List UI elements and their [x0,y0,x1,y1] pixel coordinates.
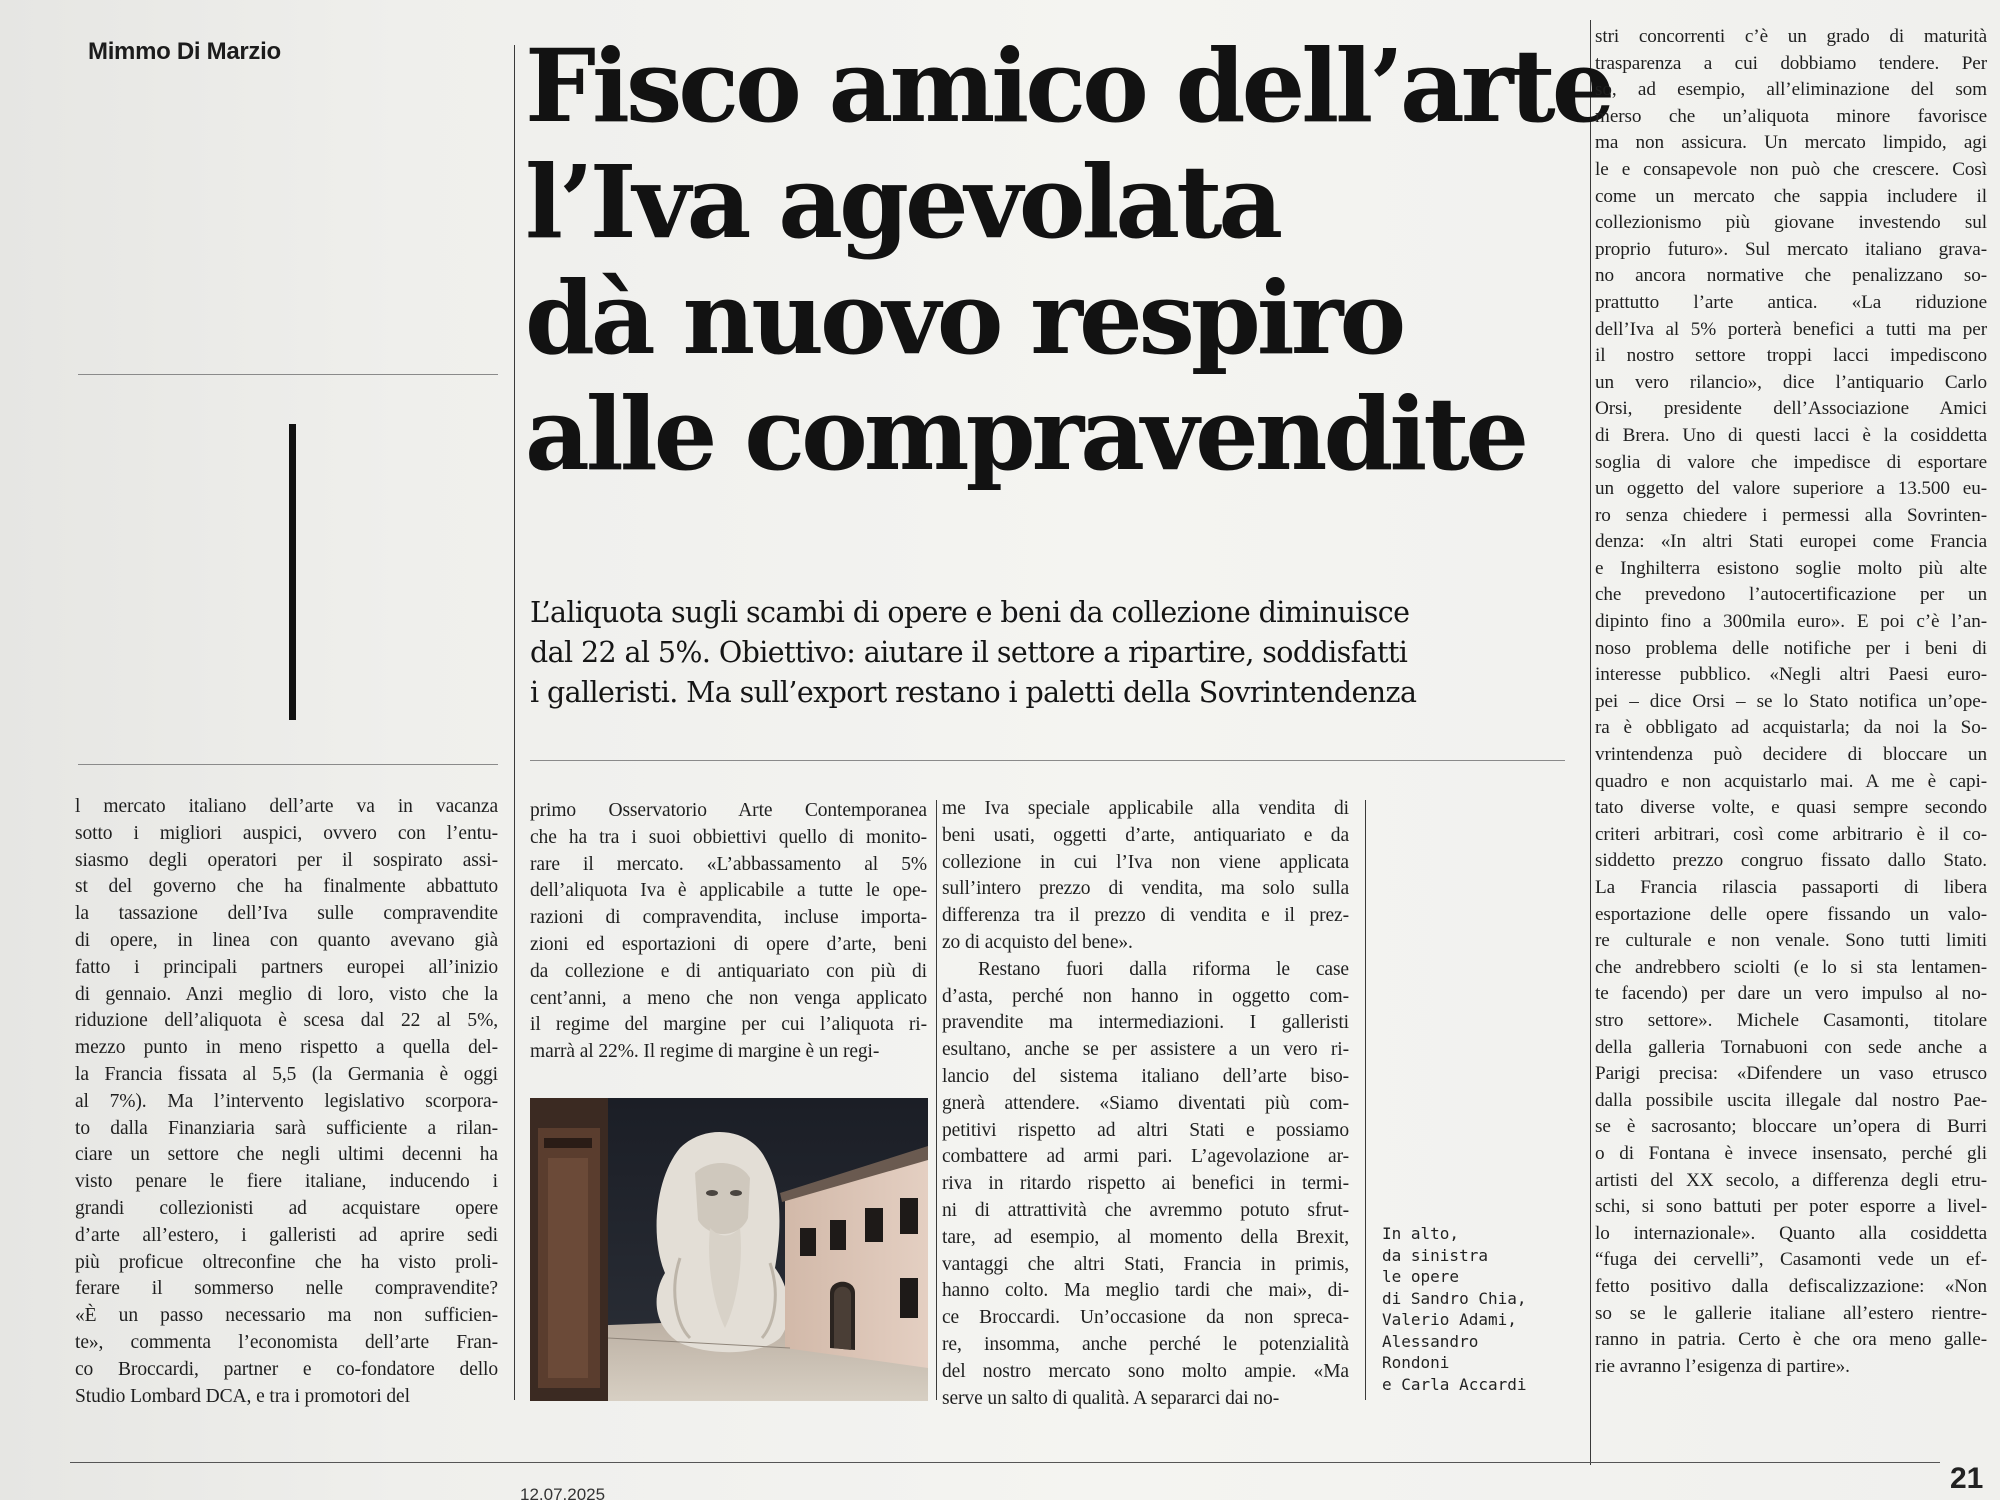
body-text-line: il regime del margine per cui l’aliquota ri- [530,1014,927,1036]
caption-line: e Carla Accardi [1382,1374,1527,1394]
footer-rule [70,1462,1940,1463]
body-text-line: lancio del sistema italiano dell’arte biso- [942,1065,1349,1087]
body-text-line: di opere, in linea con quanto avevano già [75,929,498,951]
body-text-line: zioni ed esportazioni di opere d’arte, beni [530,933,927,955]
body-text-line: Orsi, presidente dell’Associazione Amici [1595,398,1987,420]
body-text-line: ni di attrattività che avremmo potuto sfrut- [942,1199,1349,1221]
body-text-line: re culturale e non venale. Sono tutti limiti [1595,930,1987,952]
body-text-line: come un mercato che sappia includere il [1595,185,1987,207]
body-text-line: to dalla Finanziaria sarà sufficiente a rilan- [75,1117,498,1139]
body-text-line: sotto i migliori auspici, ovvero con l’entu- [75,822,498,844]
body-text-line: ma non assicura. Un mercato limpido, agi [1595,132,1987,154]
decorative-bar [289,424,296,720]
body-text-line: vrintendenza può decidere di bloccare un [1595,744,1987,766]
body-text-line: «È un passo necessario ma non sufficien- [75,1305,498,1327]
body-text-line: combattere ad armi pari. L’agevolazione ar- [942,1146,1349,1168]
body-text-line: riva in ritardo rispetto ai benefici in termi- [942,1173,1349,1195]
body-text-line: fetto positivo dalla defiscalizzazione: «Non [1595,1275,1987,1297]
body-text-line: dipinto fino a 300mila euro». E poi c’è l’an- [1595,611,1987,633]
body-text-line: del nostro mercato sono molto ampie. «Ma [942,1360,1349,1382]
body-text-line: collezione in cui l’Iva non viene applicata [942,851,1349,873]
column-rule-left [514,45,515,1400]
subhead-line: L’aliquota sugli scambi di opere e beni da collezione diminuisce [530,596,1410,629]
body-text-line: grandi collezionisti ad acquistare opere [75,1197,498,1219]
issue-date: 12.07.2025 [520,1485,606,1500]
body-text-line: mezzo punto in meno rispetto a quella del- [75,1037,498,1059]
body-text-line: esportazione delle opere fissando un valo- [1595,903,1987,925]
subheadline [530,593,1540,713]
body-text-line: petitivi rispetto ad altri Stati e possiamo [942,1119,1349,1141]
headline-line: l’Iva agevolata [525,143,1280,261]
body-text-line: so se le gallerie italiane all’estero rientre- [1595,1302,1987,1324]
body-text-line: serve un salto di qualità. A separarci dai no- [942,1387,1280,1409]
body-text-line: interesse pubblico. «Negli altri Paesi euro- [1595,664,1987,686]
body-text-line: Studio Lombard DCA, e tra i promotori del [75,1385,410,1407]
body-text-line: sull’intero prezzo di vendita, ma solo sulla [942,878,1349,900]
body-text-line: La Francia rilascia passaporti di libera [1595,877,1987,898]
body-text-line: denza: «In altri Stati europei come Francia [1595,531,1987,553]
body-text-line: rie avranno l’esigenza di partire». [1595,1355,1850,1377]
body-text-line: cent’anni, a meno che non venga applicato [530,987,927,1009]
caption-line: Valerio Adami, [1382,1310,1517,1329]
headline-line: Fisco amico dell’arte [525,27,1612,145]
body-text-line: merso che un’aliquota minore favorisce [1595,105,1987,127]
body-text-line: collezionismo più giovane investendo sul [1595,212,1987,234]
body-text-line: di Brera. Uno di questi lacci è la cosiddetta [1595,424,1987,446]
body-column-3 [942,796,1349,1412]
body-text-line: ranno in patria. Certo è che ora meno galle- [1595,1329,1987,1351]
body-text-line: siddetto prezzo congruo fissato dallo Stato. [1595,850,1987,872]
body-text-line: primo Osservatorio Arte Contemporanea [530,800,927,821]
body-text-line: gnerà attendere. «Siamo diventati più com- [942,1092,1349,1114]
body-text-line: d’asta, perché non hanno in oggetto com- [942,985,1349,1007]
body-text-line: ce Broccardi. Un’occasione da non spreca- [942,1307,1349,1329]
body-text-line: st del governo che ha finalmente abbattuto [75,876,498,898]
byline: Mimmo Di Marzio [88,38,281,65]
body-text-line: fatto i principali partners europei all’inizio [75,956,498,978]
body-text-line: dell’Iva al 5% porterà benefici a tutti ma per [1595,318,1987,340]
body-text-line: noso problema delle notifiche per i beni di [1595,637,1987,659]
body-text-line: differenza tra il prezzo di vendita e il prez- [942,905,1349,927]
body-text-line: stro settore». Michele Casamonti, titolare [1595,1009,1987,1031]
body-text-line: marrà al 22%. Il regime di margine è un regi- [530,1041,880,1063]
body-text-line: e Inghilterra esistono soglie molto più alte [1595,557,1987,579]
body-text-line: quadro e non acquistarlo mai. A me è capi- [1595,770,1987,792]
body-text-line: se è sacrosanto; bloccare un’opera di Burri [1595,1116,1987,1138]
body-text-line: no ancora normative che penalizzano so- [1595,265,1987,287]
body-text-line: ciare un settore che negli ultimi decenni ha [75,1144,498,1166]
body-text-line: prattutto l’arte antica. «La riduzione [1595,291,1987,313]
body-text-line: criteri arbitrari, così come arbitrario è il co- [1595,823,1987,845]
body-text-line: riduzione dell’aliquota è scesa dal 22 al 5%, [75,1010,498,1032]
artwork-photo [530,1098,928,1401]
body-text-line: un vero rilancio», dice l’antiquario Carlo [1595,371,1987,393]
body-text-line: d’arte all’estero, i galleristi ad aprire sedi [75,1224,498,1246]
body-text-line: da collezione e di antiquariato con più di [530,960,927,982]
body-text-line: le e consapevole non può che crescere. Così [1595,158,1987,180]
subhead-rule [530,760,1565,761]
photo-caption [1382,1223,1552,1395]
column-rule-middle [936,800,937,1400]
body-text-line: proprio futuro». Sul mercato italiano grava- [1595,238,1987,260]
body-text-line: te facendo) per dare un vero impulso al no- [1595,983,1987,1005]
headline-line: alle compravendite [525,375,1526,493]
body-text-line: rare il mercato. «L’abbassamento al 5% [530,853,927,875]
body-text-line: pravendite ma intermediazioni. I galleristi [942,1012,1349,1034]
subhead-line: i galleristi. Ma sull’export restano i paletti della Sovrintendenza [530,676,1417,709]
left-rule-bottom [78,764,498,765]
body-text-line: ra è obbligato ad acquistarla; da noi la So- [1595,717,1987,739]
caption-line: di Sandro Chia, [1382,1288,1527,1308]
body-text-line: un oggetto del valore superiore a 13.500 eu- [1595,478,1987,500]
body-text-line: trasparenza a cui dobbiamo tendere. Per [1595,52,1987,74]
body-text-line: che andrebbero sciolti (e lo si sta lentamen- [1595,956,1987,978]
body-text-line: “fuga dei cervelli”, Casamonti vede un ef- [1595,1249,1987,1271]
body-text-line: Parigi precisa: «Difendere un vaso etrusco [1595,1063,1987,1085]
body-text-line: che prevedono l’autocertificazione per un [1595,584,1987,606]
body-text-line: re, insomma, anche perché le potenzialità [942,1333,1349,1355]
body-text-line: razioni di compravendita, incluse importa- [530,907,927,929]
body-text-line: vantaggi che altri Stati, Francia in primis, [942,1253,1349,1275]
body-text-line: beni usati, oggetti d’arte, antiquariato e da [942,824,1349,846]
body-text-line: della galleria Tornabuoni con sede anche a [1595,1036,1987,1058]
body-text-line: zo di acquisto del bene». [942,931,1133,953]
body-text-line: artisti del XX secolo, a differenza degli etru- [1595,1169,1987,1191]
caption-line: Alessandro [1382,1331,1479,1351]
page-number: 21 [1950,1462,1984,1495]
body-text-line: la tassazione dell’Iva sulle compravendite [75,903,498,925]
body-text-line: il nostro settore troppi lacci impediscono [1595,345,1987,367]
headline-line: dà nuovo respiro [525,259,1403,377]
caption-line: da sinistra [1382,1245,1488,1265]
body-text-line: ro senza chiedere i permessi alla Sovrinten- [1595,504,1987,526]
body-text-line: so, ad esempio, all’eliminazione del som [1595,79,1987,101]
headline [525,27,1612,493]
body-text-line: tato diverse volte, e quasi sempre secondo [1595,797,1987,819]
body-column-2 [530,798,927,1066]
body-text-line: l mercato italiano dell’arte va in vacanza [75,796,498,817]
body-text-line: me Iva speciale applicabile alla vendita di [942,798,1349,819]
body-text-line: di gennaio. Anzi meglio di loro, visto che la [75,983,498,1005]
body-text-line: o di Fontana è invece insensato, perché gli [1595,1142,1987,1164]
body-text-line: la Francia fissata al 5,5 (la Germania è oggi [75,1063,498,1085]
body-text-line: co Broccardi, partner e co-fondatore dello [75,1358,498,1380]
body-text-line: Restano fuori dalla riforma le case [978,958,1349,980]
body-text-line: al 7%). Ma l’intervento legislativo scorpora- [75,1090,498,1112]
body-text-line: hanno colto. Ma meglio tardi che mai», di- [942,1280,1349,1302]
caption-line: le opere [1382,1267,1460,1286]
column-rule-caption [1365,800,1366,1400]
body-text-line: te», commenta l’economista dell’arte Fran- [75,1331,498,1353]
body-column-1 [75,794,498,1410]
body-column-4 [1595,24,1987,1380]
body-text-line: pei – dice Orsi – se lo Stato notifica un’ope- [1595,690,1987,712]
body-text-line: lo internazionale». Quanto alla cosiddetta [1595,1222,1987,1244]
caption-line: Rondoni [1382,1353,1450,1372]
body-text-line: stri concorrenti c’è un grado di maturità [1595,26,1987,47]
body-text-line: ferare il sommerso nelle compravendite? [75,1278,498,1300]
body-text-line: più proficue oltreconfine che ha visto proli- [75,1251,498,1273]
body-text-line: schi, si sono battuti per poter esporre a livel- [1595,1196,1987,1218]
body-text-line: soglia di valore che impedisce di esportare [1595,451,1987,473]
body-text-line: dell’aliquota Iva è applicabile a tutte le ope- [530,880,927,902]
body-text-line: siasmo degli operatori per il sospirato assi- [75,849,498,871]
body-text-line: che ha tra i suoi obbiettivi quello di monito- [530,826,927,848]
subhead-line: dal 22 al 5%. Obiettivo: aiutare il settore a ripartire, soddisfatti [530,636,1408,669]
body-text-line: dalla possibile uscita illegale dal nostro Pae- [1595,1089,1987,1111]
body-text-line: visto penare le fiere italiane, inducendo i [75,1171,498,1193]
left-rule-top [78,374,498,375]
caption-line: In alto, [1382,1224,1460,1243]
body-text-line: tare, ad esempio, al momento della Brexit, [942,1226,1349,1248]
body-text-line: esultano, anche se per assistere a un vero ri- [942,1039,1349,1061]
